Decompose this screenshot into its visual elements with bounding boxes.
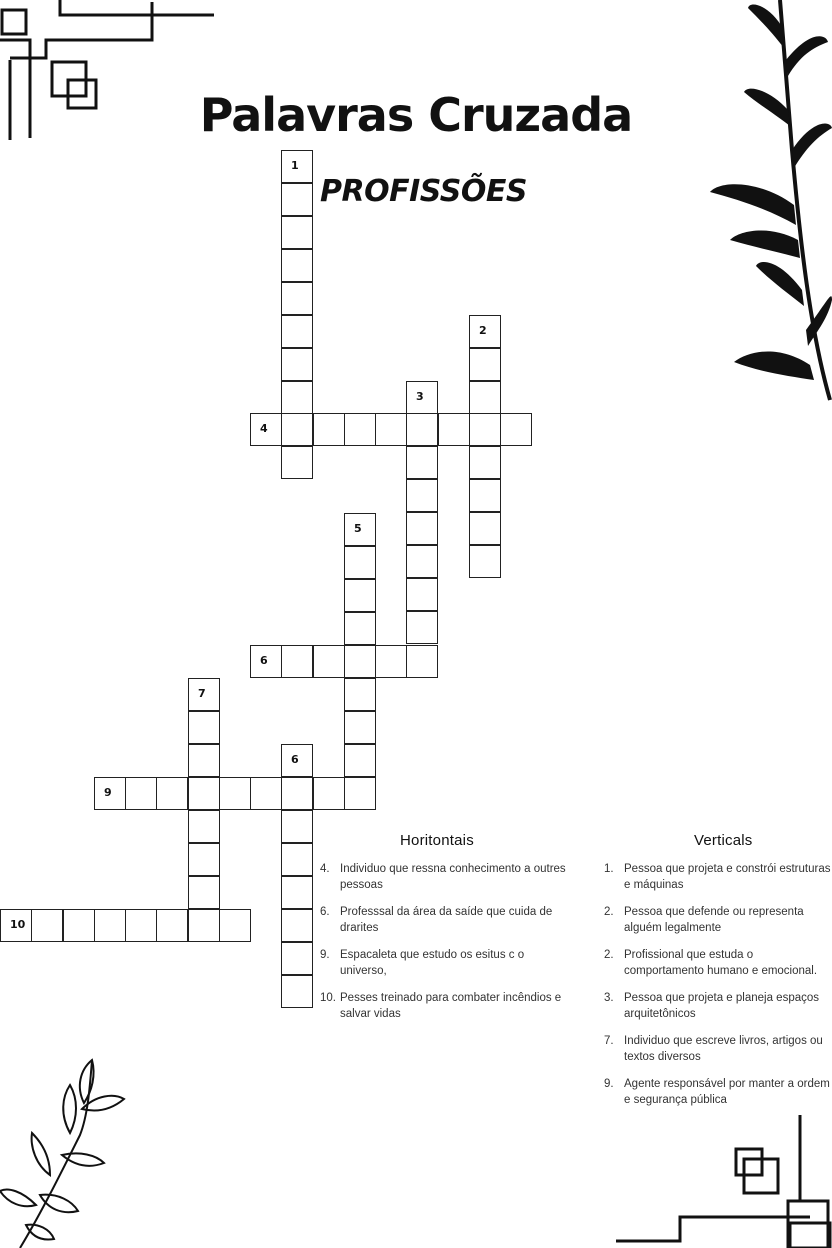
clue-number: 2 [479, 324, 487, 337]
clue-text: Agente responsável por manter a ordem e segurança pública [624, 1078, 830, 1106]
crossword-cell[interactable] [469, 479, 501, 512]
clue-number: 9. [604, 1078, 614, 1090]
crossword-cell[interactable] [281, 216, 313, 249]
clue-item [320, 904, 570, 936]
crossword-cell[interactable] [281, 942, 313, 975]
clue-item [604, 1076, 832, 1108]
crossword-cell[interactable] [344, 579, 376, 612]
clue-number: 7. [604, 1035, 614, 1047]
crossword-cell[interactable] [406, 512, 438, 545]
clue-number: 3. [604, 992, 614, 1004]
clue-item [604, 947, 832, 979]
crossword-cell[interactable] [281, 249, 313, 282]
crossword-cell[interactable] [156, 909, 188, 942]
crossword-cell[interactable] [406, 645, 438, 678]
crossword-cell[interactable] [344, 546, 376, 579]
clue-item [320, 990, 570, 1022]
crossword-cell[interactable] [375, 645, 407, 678]
crossword-cell[interactable] [406, 578, 438, 611]
crossword-cell[interactable] [281, 810, 313, 843]
clue-number: 10. [320, 992, 336, 1004]
clue-text: Individuo que escreve livros, artigos ou textos diversos [624, 1035, 823, 1063]
crossword-cell[interactable] [344, 678, 376, 711]
crossword-cell[interactable] [344, 413, 376, 446]
clue-number: 4. [320, 863, 330, 875]
crossword-cell[interactable] [281, 744, 313, 777]
crossword-cell[interactable] [281, 446, 313, 479]
clue-text: Profissional que estuda o comportamento humano e emocional. [624, 949, 818, 977]
crossword-cell[interactable] [406, 545, 438, 578]
crossword-cell[interactable] [406, 611, 438, 644]
crossword-cell[interactable] [188, 909, 220, 942]
crossword-cell[interactable] [313, 645, 345, 678]
crossword-cell[interactable] [406, 479, 438, 512]
clue-number: 4 [260, 422, 268, 435]
crossword-cell[interactable] [344, 777, 376, 810]
crossword-cell[interactable] [219, 909, 251, 942]
clue-item [604, 861, 832, 893]
clue-number: 2. [604, 906, 614, 918]
crossword-cell[interactable] [188, 744, 220, 777]
clue-text: Pessoa que projeta e planeja espaços arquitetônicos [624, 992, 820, 1020]
clue-item [604, 990, 832, 1022]
crossword-cell[interactable] [469, 381, 501, 414]
crossword-cell[interactable] [344, 612, 376, 645]
clue-number: 5 [354, 522, 362, 535]
crossword-cell[interactable] [406, 446, 438, 479]
crossword-cell[interactable] [281, 413, 313, 446]
leaf-branch-right-illustration [700, 0, 832, 410]
crossword-cell[interactable] [281, 150, 313, 183]
crossword-cell[interactable] [438, 413, 470, 446]
clue-item [604, 904, 832, 936]
crossword-cell[interactable] [188, 678, 220, 711]
clue-number: 9 [104, 786, 112, 799]
crossword-cell[interactable] [188, 777, 220, 810]
crossword-cell[interactable] [469, 348, 501, 381]
geometric-lines-bottom-right [610, 1105, 832, 1248]
clue-text: Individuo que ressna conhecimento a outres pessoas [340, 863, 566, 891]
crossword-cell[interactable] [281, 282, 313, 315]
crossword-cell[interactable] [281, 876, 313, 909]
page-subtitle: PROFISSÕES [320, 174, 527, 209]
clue-item [320, 947, 570, 979]
clue-text: Pessoa que projeta e constrói estruturas e máquinas [624, 863, 831, 891]
crossword-cell[interactable] [250, 645, 282, 678]
clue-number: 9. [320, 949, 330, 961]
crossword-cell[interactable] [219, 777, 251, 810]
crossword-cell[interactable] [281, 315, 313, 348]
crossword-cell[interactable] [406, 413, 438, 446]
crossword-cell[interactable] [344, 513, 376, 546]
crossword-cell[interactable] [31, 909, 63, 942]
clue-text: Espacaleta que estudo os esitus c o universo, [340, 949, 525, 977]
crossword-cell[interactable] [94, 777, 126, 810]
crossword-cell[interactable] [281, 348, 313, 381]
crossword-cell[interactable] [469, 413, 501, 446]
crossword-cell[interactable] [469, 512, 501, 545]
clue-number: 1 [291, 159, 299, 172]
clue-number: 10 [10, 918, 26, 931]
clue-text: Pessoa que defende ou representa alguém legalmente [624, 906, 804, 934]
clue-number: 1. [604, 863, 614, 875]
crossword-cell[interactable] [406, 381, 438, 414]
crossword-cell[interactable] [250, 413, 282, 446]
crossword-cell[interactable] [63, 909, 95, 942]
clue-number: 6 [291, 753, 299, 766]
crossword-cell[interactable] [250, 777, 282, 810]
crossword-cell[interactable] [344, 744, 376, 777]
crossword-cell[interactable] [188, 711, 220, 744]
crossword-cell[interactable] [281, 183, 313, 216]
clue-item [604, 1033, 832, 1065]
clue-number: 3 [416, 390, 424, 403]
crossword-cell[interactable] [344, 645, 376, 678]
crossword-cell[interactable] [281, 777, 313, 810]
clue-number: 6. [320, 906, 330, 918]
crossword-cell[interactable] [156, 777, 188, 810]
page-title: Palavras Cruzada [199, 88, 633, 142]
crossword-cell[interactable] [125, 909, 157, 942]
clue-text: Pesses treinado para combater incêndios e salvar vidas [340, 992, 562, 1020]
leaf-branch-bottom-left-illustration [0, 1055, 130, 1248]
crossword-cell[interactable] [313, 777, 345, 810]
crossword-cell[interactable] [281, 843, 313, 876]
clue-number: 7 [198, 687, 206, 700]
crossword-cell[interactable] [188, 876, 220, 909]
crossword-cell[interactable] [125, 777, 157, 810]
crossword-cell[interactable] [281, 909, 313, 942]
clue-item [320, 861, 570, 893]
crossword-cell[interactable] [188, 843, 220, 876]
crossword-cell[interactable] [469, 315, 501, 348]
vertical-clues-heading: Verticals [694, 832, 753, 849]
crossword-cell[interactable] [344, 711, 376, 744]
crossword-cell[interactable] [281, 381, 313, 414]
crossword-cell[interactable] [375, 413, 407, 446]
clue-number: 6 [260, 654, 268, 667]
clue-number: 2. [604, 949, 614, 961]
crossword-cell[interactable] [281, 975, 313, 1008]
crossword-cell[interactable] [188, 810, 220, 843]
crossword-cell[interactable] [469, 446, 501, 479]
crossword-cell[interactable] [94, 909, 126, 942]
horizontal-clues-heading: Horitontais [400, 832, 474, 849]
clue-text: Professsal da área da saíde que cuida de drarites [340, 906, 553, 934]
crossword-cell[interactable] [313, 413, 345, 446]
crossword-cell[interactable] [0, 909, 32, 942]
crossword-cell[interactable] [469, 545, 501, 578]
crossword-cell[interactable] [500, 413, 532, 446]
crossword-cell[interactable] [281, 645, 313, 678]
